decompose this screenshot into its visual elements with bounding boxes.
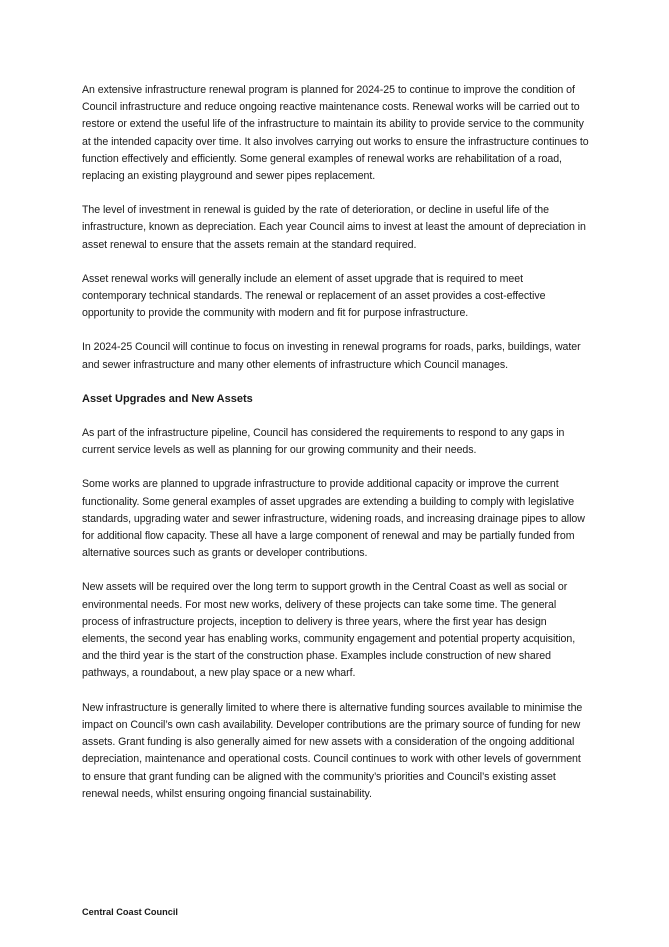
section-heading-upgrades: Asset Upgrades and New Assets [82,392,253,405]
paragraph-asset-renewal-upgrade: Asset renewal works will generally include an element of asset upgrade that is required to meet contemporary technical standards. The renewal or replacement of an asset provides a cost-effective opportunity to provide the community with modern and fit for purpose infrastructure. [82,272,546,320]
paragraph-new-assets: New assets will be required over the long term to support growth in the Central Coast as well as social or environmental needs. For most new works, delivery of these projects can take some time. The general process of infrastructure projects, inception to delivery is three years, where the first year has design elements, the second year has enabling works, community engagement and potential property acquisition, and the third year is the start of the construction phase. Examples include construction of new shared pathways, a roundabout, a new play space or a new wharf. [82,581,576,680]
paragraph-renewal-program: An extensive infrastructure renewal program is planned for 2024-25 to continue to improve the condition of Council infrastructure and reduce ongoing reactive maintenance costs. Renewal works will be carried out to restore or extend the useful life of the infrastructure to maintain its ability to provide service to the community at the intended capacity over time. It also involves carrying out works to ensure the infrastructure continues to function effectively and efficiently. Some general examples of renewal works are rehabilitation of a road, replacing an existing playground and sewer pipes replacement. [82,84,589,183]
paragraph-upgrade-works: Some works are planned to upgrade infrastructure to provide additional capacity or improve the current functionality. Some general examples of asset upgrades are extending a building to comply with legislative standards, upgrading water and sewer infrastructure, widening roads, and increasing drainage pipes to allow for additional flow capacity. These all have a large component of renewal and may be partially funded from alternative sources such as grants or developer contributions. [82,478,585,560]
document-body [82,82,590,820]
paragraph-renewal-focus: In 2024-25 Council will continue to focus on investing in renewal programs for roads, parks, buildings, water and sewer infrastructure and many other elements of infrastructure which Council manages. [82,341,581,371]
paragraph-funding: New infrastructure is generally limited to where there is alternative funding sources available to minimise the impact on Council’s own cash availability. Developer contributions are the primary source of funding for new assets. Grant funding is also generally aimed for new assets with a consideration of the ongoing additional depreciation, maintenance and operational costs. Council continues to work with other levels of government to ensure that grant funding can be aligned with the community’s priorities and Council’s existing asset renewal needs, whilst ensuring ongoing financial sustainability. [82,701,583,800]
page-footer: Central Coast Council [82,907,178,917]
paragraph-depreciation: The level of investment in renewal is guided by the rate of deterioration, or decline in useful life of the infrastructure, known as depreciation. Each year Council aims to invest at least the amount of depreciation in asset renewal to ensure that the assets remain at the standard required. [82,204,586,251]
paragraph-infrastructure-pipeline: As part of the infrastructure pipeline, Council has considered the requirements to respond to any gaps in current service levels as well as planning for our growing community and their needs. [82,427,565,457]
